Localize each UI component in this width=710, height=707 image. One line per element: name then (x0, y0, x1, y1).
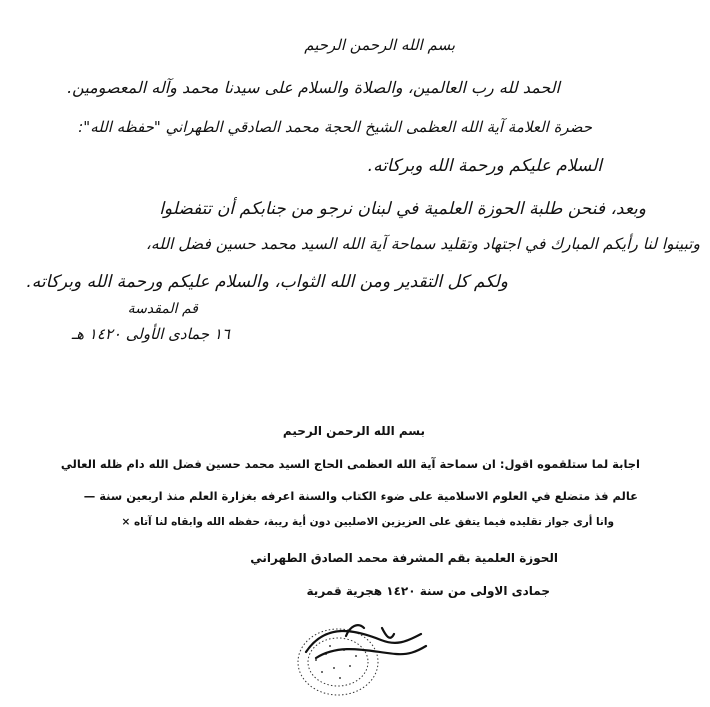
signature-and-seal (286, 612, 436, 702)
signature-image (286, 612, 436, 702)
letter-place: قم المقدسة (127, 301, 198, 317)
letter-basmala: بسم الله الرحمن الرحيم (304, 36, 455, 54)
letter-greeting: السلام عليكم ورحمة الله وبركاته. (367, 156, 602, 176)
letter-addressee: حضرة العلامة آية الله العظمى الشيخ الحجة محمد الصادقي الطهراني "حفظه الله": (78, 118, 592, 136)
reply-line-1: اجابة لما ستلقموه اقول: ان سماحة آية الله العظمى الحاج السيد محمد حسين فضل الله دام ظله العالي (60, 457, 640, 471)
letter-body-line-2: وتبينوا لنا رأيكم المبارك في اجتهاد وتقليد سماحة آية الله السيد محمد حسين فضل الله، (145, 235, 700, 253)
stamp-seal (298, 629, 378, 695)
reply-basmala: بسم الله الرحمن الرحيم (282, 424, 425, 438)
reply-line-3: وانا أرى جواز تقليده فيما يتفق على العزيزين الاصليين دون أية ريبة، حفظه الله وابقاه لنا آتاه × (121, 516, 614, 528)
reply-line-4: الحوزة العلمية بقم المشرفة محمد الصادق الطهراني (250, 551, 558, 565)
letter-body-line-3: ولكم كل التقدير ومن الله الثواب، والسلام عليكم ورحمة الله وبركاته. (26, 272, 508, 292)
letter-praise: الحمد لله رب العالمين، والصلاة والسلام على سيدنا محمد وآله المعصومين. (67, 78, 560, 97)
letter-date: ١٦ جمادى الأولى ١٤٢٠ هـ (71, 325, 230, 343)
reply-line-5: جمادى الاولى من سنة ١٤٢٠ هجرية قمرية (306, 584, 550, 598)
reply-line-2: عالم فذ متضلع في العلوم الاسلامية على ضوء الكتاب والسنة اعرفه بغزارة العلم منذ اربعين سنة — (83, 489, 638, 503)
letter-body-line-1: وبعد، فنحن طلبة الحوزة العلمية في لبنان نرجو من جنابكم أن تتفضلوا (159, 199, 646, 219)
